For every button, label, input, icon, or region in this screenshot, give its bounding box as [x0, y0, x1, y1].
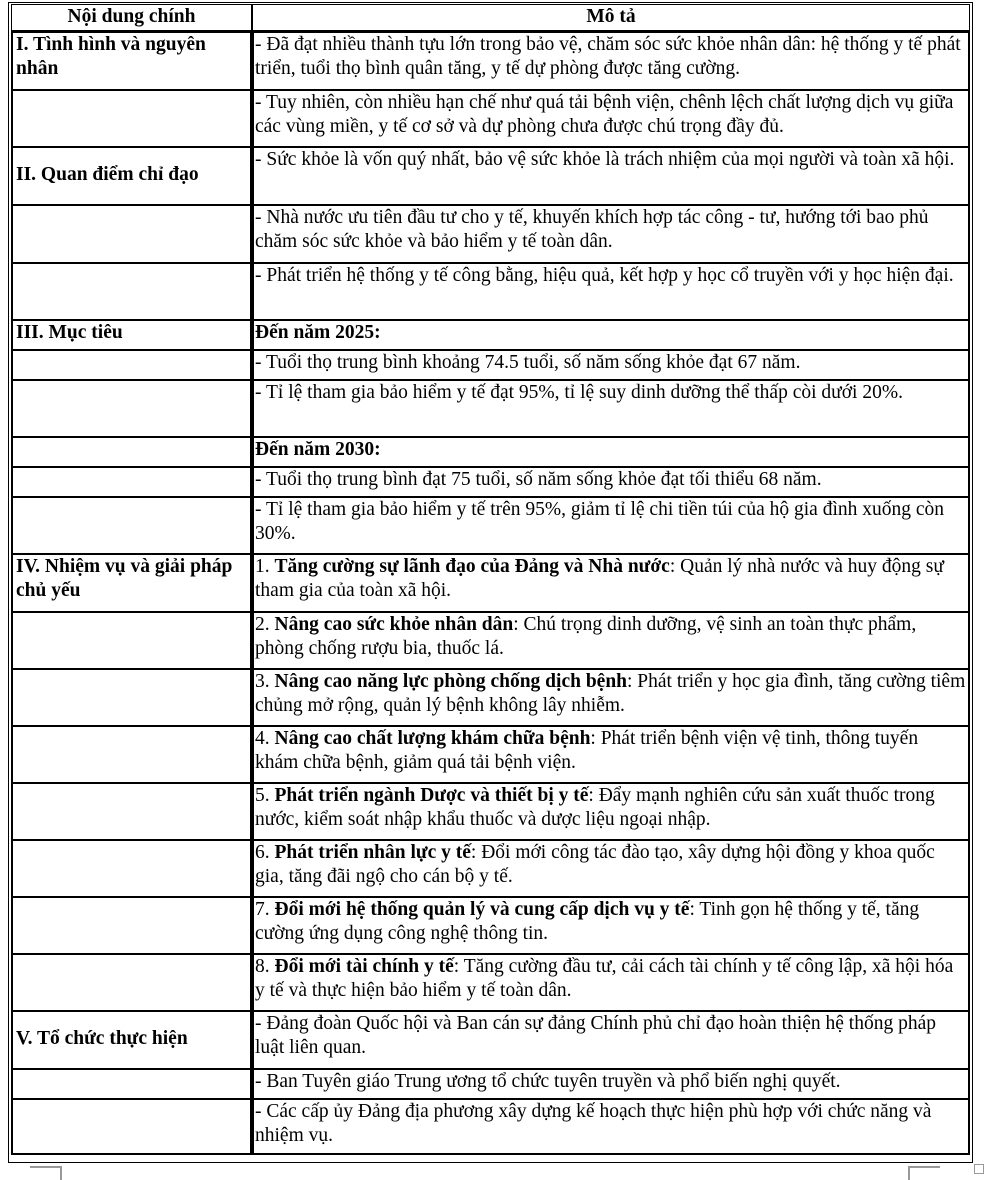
- section-cell: [11, 782, 252, 839]
- description-cell: [252, 204, 970, 262]
- resize-handle[interactable]: [974, 1164, 984, 1174]
- description-text: - Nhà nước ưu tiên đầu tư cho y tế, khuyến khích hợp tác công - tư, hướng tới bao phủ chăm sóc sức khỏe và bảo hiểm y tế toàn dân.: [255, 206, 929, 252]
- description-text: - Đảng đoàn Quốc hội và Ban cán sự đảng Chính phủ chỉ đạo hoàn thiện hệ thống pháp luật liên quan.: [255, 1012, 937, 1058]
- summary-table: [11, 4, 970, 1155]
- description-cell: [252, 1010, 970, 1068]
- description-text: - Phát triển hệ thống y tế công bằng, hiệu quả, kết hợp y học cổ truyền với y học hiện đại.: [255, 264, 954, 286]
- item-number: 6.: [255, 841, 275, 863]
- table-row: [11, 496, 970, 553]
- description-text: : Chú trọng dinh dưỡng, vệ sinh an toàn thực phẩm, phòng chống rượu bia, thuốc lá.: [255, 613, 917, 659]
- table-row: [11, 89, 970, 146]
- description-cell: [252, 466, 970, 496]
- table-row: [11, 611, 970, 668]
- description-text: - Tỉ lệ tham gia bảo hiểm y tế trên 95%, giảm tỉ lệ chi tiền túi của hộ gia đình xuống còn 30%.: [255, 498, 945, 544]
- table-row: [11, 553, 970, 611]
- description-cell: [252, 839, 970, 896]
- item-number: 5.: [255, 784, 275, 806]
- page-corner-mark-left: [30, 1166, 62, 1180]
- bold-heading: Tăng cường sự lãnh đạo của Đảng và Nhà nước: [274, 555, 670, 577]
- item-number: 3.: [255, 670, 275, 692]
- description-text: - Tuổi thọ trung bình đạt 75 tuổi, số năm sống khỏe đạt tối thiểu 68 năm.: [255, 468, 822, 490]
- section-cell: [11, 839, 252, 896]
- description-cell: [252, 668, 970, 725]
- description-text: - Ban Tuyên giáo Trung ương tổ chức tuyên truyền và phổ biến nghị quyết.: [255, 1070, 841, 1092]
- item-number: 4.: [255, 727, 275, 749]
- description-cell: [252, 319, 970, 349]
- description-cell: [252, 953, 970, 1010]
- table-row: [11, 782, 970, 839]
- description-text: : Đẩy mạnh nghiên cứu sản xuất thuốc trong nước, kiểm soát nhập khẩu thuốc và dược liệu ngoại nhập.: [255, 784, 935, 830]
- table-row: [11, 349, 970, 379]
- table-header-row: [11, 4, 970, 31]
- description-cell: [252, 896, 970, 953]
- section-cell: [11, 1068, 252, 1098]
- item-number: 2.: [255, 613, 275, 635]
- section-cell: [11, 896, 252, 953]
- table-row: [11, 1098, 970, 1155]
- bold-heading: Đến năm 2030:: [255, 438, 381, 460]
- description-text: : Phát triển y học gia đình, tăng cường tiêm chủng mở rộng, quản lý bệnh không lây nhiễm.: [255, 670, 966, 716]
- section-cell: [11, 725, 252, 782]
- section-cell: [11, 204, 252, 262]
- bold-heading: Đổi mới hệ thống quản lý và cung cấp dịch vụ y tế: [274, 898, 690, 920]
- description-cell: [252, 496, 970, 553]
- section-cell: [11, 953, 252, 1010]
- table-row: [11, 319, 970, 349]
- description-text: - Các cấp ủy Đảng địa phương xây dựng kế hoạch thực hiện phù hợp với chức năng và nhiệm vụ.: [255, 1100, 932, 1146]
- section-cell: [11, 1098, 252, 1155]
- table-row: [11, 1010, 970, 1068]
- description-text: - Tuy nhiên, còn nhiều hạn chế như quá tải bệnh viện, chênh lệch chất lượng dịch vụ giữa các vùng miền, y tế cơ sở và dự phòng chưa được chú trọng đầy đủ.: [255, 91, 954, 137]
- table-row: [11, 839, 970, 896]
- description-cell: [252, 1068, 970, 1098]
- description-cell: [252, 31, 970, 89]
- table-row: [11, 466, 970, 496]
- description-text: - Tuổi thọ trung bình khoảng 74.5 tuổi, số năm sống khỏe đạt 67 năm.: [255, 351, 801, 373]
- section-cell: [11, 436, 252, 466]
- section-cell: II. Quan điểm chỉ đạo: [11, 146, 252, 204]
- section-cell: IV. Nhiệm vụ và giải pháp chủ yếu: [11, 553, 252, 611]
- bold-heading: Đổi mới tài chính y tế: [274, 955, 454, 977]
- section-cell: [11, 379, 252, 436]
- table-row: [11, 436, 970, 466]
- description-text: : Quản lý nhà nước và huy động sự tham gia của toàn xã hội.: [255, 555, 944, 601]
- description-cell: [252, 146, 970, 204]
- bold-heading: Nâng cao năng lực phòng chống dịch bệnh: [274, 670, 628, 692]
- table-row: [11, 146, 970, 204]
- table-row: [11, 725, 970, 782]
- description-text: : Đổi mới công tác đào tạo, xây dựng hội đồng y khoa quốc gia, tăng đãi ngộ cho cán bộ y tế.: [255, 841, 935, 887]
- description-cell: [252, 349, 970, 379]
- description-cell: [252, 725, 970, 782]
- description-cell: [252, 553, 970, 611]
- description-text: : Phát triển bệnh viện vệ tinh, thông tuyến khám chữa bệnh, giảm quá tải bệnh viện.: [255, 727, 919, 773]
- section-cell: [11, 89, 252, 146]
- section-cell: [11, 349, 252, 379]
- header-description: Mô tả: [252, 4, 970, 31]
- item-number: 1.: [255, 555, 275, 577]
- bold-heading: Phát triển nhân lực y tế: [274, 841, 471, 863]
- section-cell: I. Tình hình và nguyên nhân: [11, 31, 252, 89]
- header-main-content: Nội dung chính: [11, 4, 252, 31]
- description-text: - Tỉ lệ tham gia bảo hiểm y tế đạt 95%, tỉ lệ suy dinh dưỡng thể thấp còi dưới 20%.: [255, 381, 903, 403]
- section-cell: V. Tổ chức thực hiện: [11, 1010, 252, 1068]
- bold-heading: Phát triển ngành Dược và thiết bị y tế: [274, 784, 589, 806]
- description-text: : Tinh gọn hệ thống y tế, tăng cường ứng dụng công nghệ thông tin.: [255, 898, 920, 944]
- description-cell: [252, 262, 970, 319]
- table-row: [11, 31, 970, 89]
- section-cell: III. Mục tiêu: [11, 319, 252, 349]
- table-row: [11, 204, 970, 262]
- section-cell: [11, 611, 252, 668]
- description-cell: [252, 379, 970, 436]
- bold-heading: Đến năm 2025:: [255, 321, 381, 343]
- bold-heading: Nâng cao chất lượng khám chữa bệnh: [274, 727, 591, 749]
- table-row: [11, 668, 970, 725]
- description-cell: [252, 436, 970, 466]
- table-row: [11, 896, 970, 953]
- bold-heading: Nâng cao sức khỏe nhân dân: [274, 613, 514, 635]
- description-cell: [252, 1098, 970, 1155]
- description-text: : Tăng cường đầu tư, cải cách tài chính y tế công lập, xã hội hóa y tế và thực hiện bảo hiểm y tế toàn dân.: [255, 955, 954, 1001]
- description-cell: [252, 611, 970, 668]
- section-cell: [11, 466, 252, 496]
- table-row: [11, 953, 970, 1010]
- page-corner-mark-right: [908, 1166, 940, 1180]
- item-number: 7.: [255, 898, 275, 920]
- description-cell: [252, 782, 970, 839]
- table-row: [11, 1068, 970, 1098]
- table-row: [11, 379, 970, 436]
- description-text: - Đã đạt nhiều thành tựu lớn trong bảo vệ, chăm sóc sức khỏe nhân dân: hệ thống y tế phát triển, tuổi thọ bình quân tăng, y tế dự phòng được tăng cường.: [255, 33, 961, 79]
- description-cell: [252, 89, 970, 146]
- description-text: - Sức khỏe là vốn quý nhất, bảo vệ sức khỏe là trách nhiệm của mọi người và toàn xã hội.: [255, 148, 955, 170]
- section-cell: [11, 668, 252, 725]
- section-cell: [11, 496, 252, 553]
- table-row: [11, 262, 970, 319]
- section-cell: [11, 262, 252, 319]
- item-number: 8.: [255, 955, 275, 977]
